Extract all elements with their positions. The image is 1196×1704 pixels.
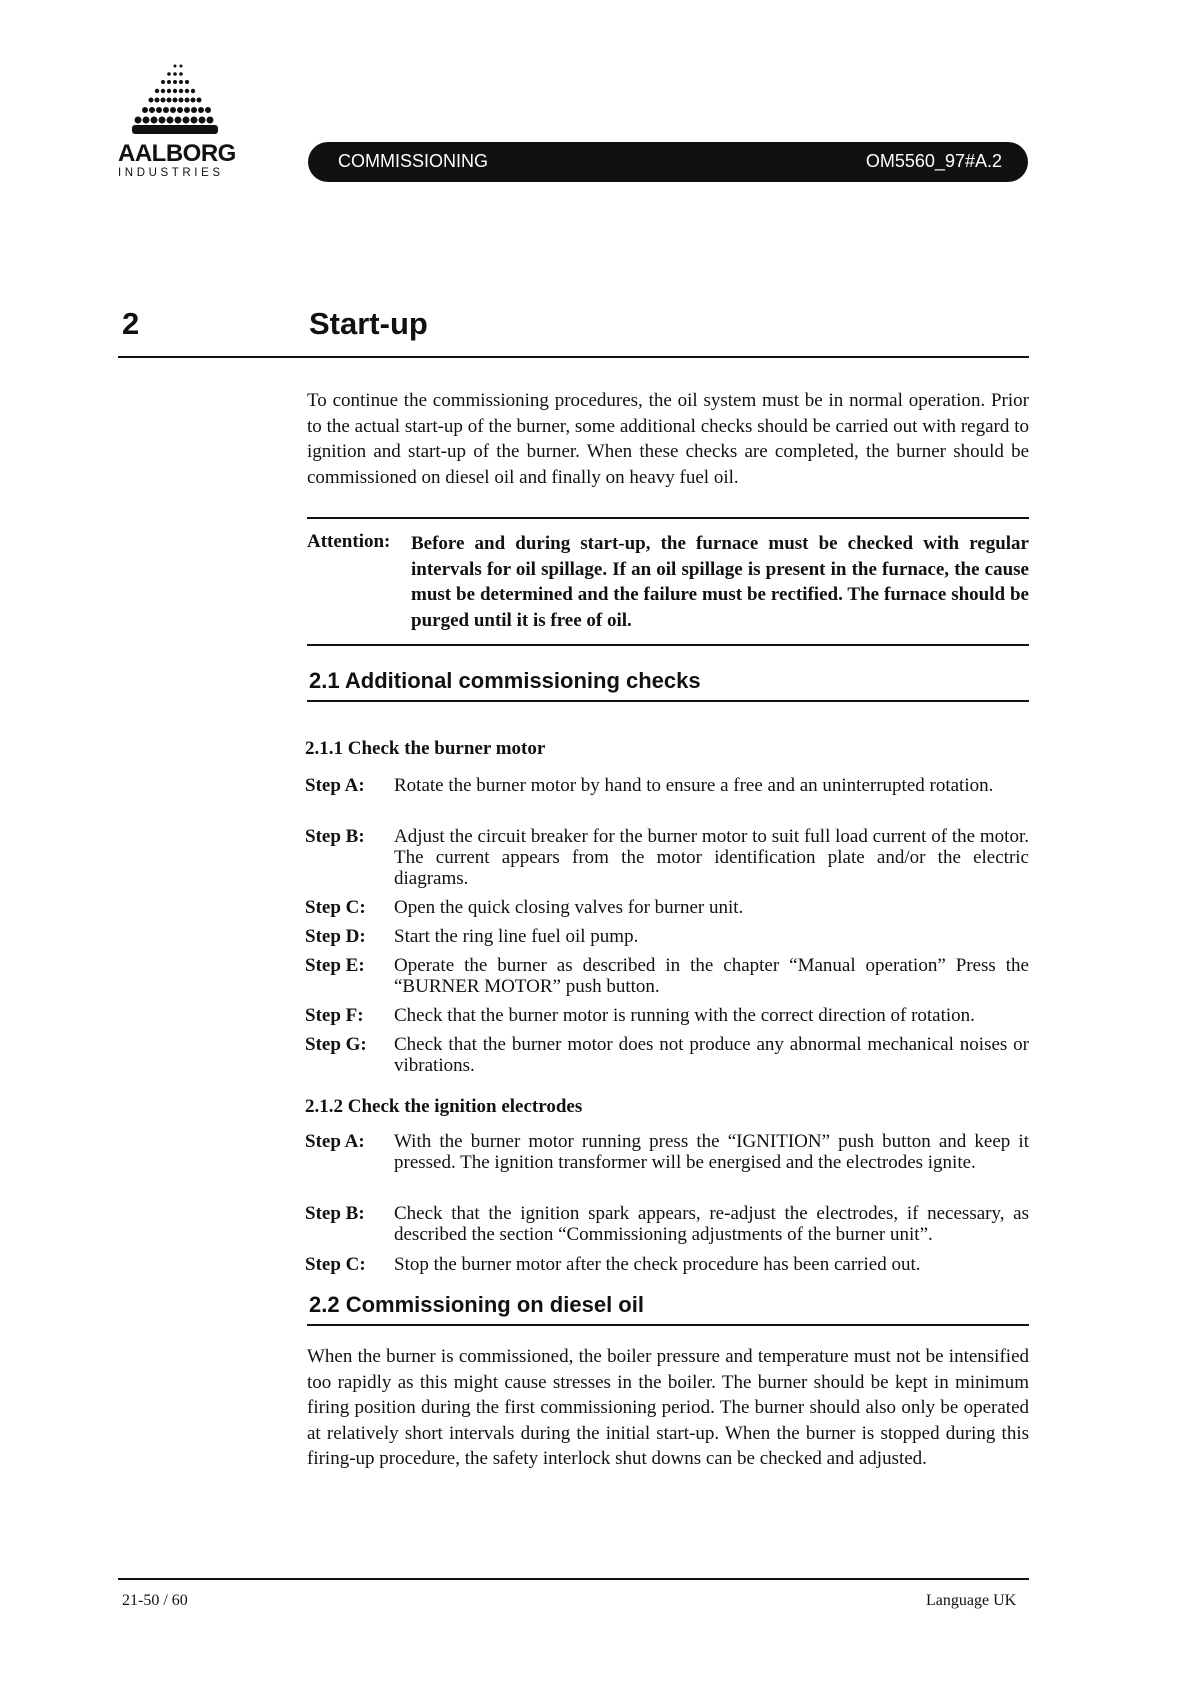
attention-text: Before and during start-up, the furnace must be checked with regular intervals for oil spillage. If an oil spillage is present in the furnace, the cause must be determined and the failure must be rectified. The furnace should be purged until it is free of oil. — [411, 533, 1029, 631]
step-text: Check that the burner motor does not produce any abnormal mechanical noises or vibrations. — [394, 1034, 1029, 1076]
step-item — [305, 897, 1029, 918]
step-label: Step E: — [305, 955, 365, 976]
step-text: Stop the burner motor after the check procedure has been carried out. — [394, 1254, 921, 1275]
step-text: Adjust the circuit breaker for the burner motor to suit full load current of the motor. The current appears from the motor identification plate and/or the electric diagrams. — [394, 826, 1029, 889]
step-item — [305, 1034, 1029, 1076]
step-text: Rotate the burner motor by hand to ensure a free and an uninterrupted rotation. — [394, 775, 994, 796]
step-item — [305, 1203, 1029, 1245]
step-label: Step C: — [305, 1254, 366, 1275]
step-label: Step D: — [305, 926, 366, 947]
step-item — [305, 826, 1029, 889]
step-item — [305, 926, 1029, 947]
logo-subtitle: INDUSTRIES — [118, 167, 224, 179]
step-text: Operate the burner as described in the chapter “Manual operation” Press the “BURNER MOTOR” push button. — [394, 955, 1029, 997]
chapter-rule — [118, 356, 1029, 358]
step-item — [305, 1131, 1029, 1173]
attention-top-rule — [307, 517, 1029, 519]
chapter-title: Start-up — [309, 306, 428, 341]
step-label: Step B: — [305, 1203, 365, 1224]
step-item — [305, 1254, 1029, 1275]
company-logo — [118, 62, 248, 180]
chapter-number: 2 — [122, 306, 140, 341]
section-2-2-title: 2.2 Commissioning on diesel oil — [309, 1292, 644, 1317]
step-text: Check that the burner motor is running with the correct direction of rotation. — [394, 1005, 975, 1026]
step-label: Step A: — [305, 775, 365, 796]
subsection-2-1-1-title: 2.1.1 Check the burner motor — [305, 738, 546, 759]
step-text: Check that the ignition spark appears, re-adjust the electrodes, if necessary, as described the section “Commissioning adjustments of the burner unit”. — [394, 1203, 1029, 1245]
page-number: 21-50 / 60 — [122, 1592, 188, 1609]
step-item — [305, 775, 1029, 796]
header-section: COMMISSIONING — [338, 151, 489, 171]
step-label: Step G: — [305, 1034, 367, 1055]
section-2-1-rule — [307, 700, 1029, 702]
logo-name: AALBORG — [118, 140, 236, 167]
attention-bottom-rule — [307, 644, 1029, 646]
step-label: Step B: — [305, 826, 365, 847]
attention-label: Attention: — [307, 531, 391, 552]
intro-paragraph: To continue the commissioning procedures, the oil system must be in normal operation. Prior to the actual start-up of the burner, some additional checks should be carried out with regard to ignition and start-up of the burner. When these checks are completed, the burner should be commissioned on diesel oil and finally on heavy fuel oil. — [307, 390, 1029, 488]
step-item — [305, 1005, 1029, 1026]
step-label: Step A: — [305, 1131, 365, 1152]
section-2-2-rule — [307, 1324, 1029, 1326]
step-label: Step C: — [305, 897, 366, 918]
section-2-2-paragraph: When the burner is commissioned, the boiler pressure and temperature must not be intensified too rapidly as this might cause stresses in the boiler. The burner should be kept in minimum firing position during the first commissioning period. The burner should also only be operated at relatively short intervals during the initial start-up. When the burner is stopped during this firing-up procedure, the safety interlock shut downs can be checked and adjusted. — [307, 1346, 1029, 1469]
section-2-1-title: 2.1 Additional commissioning checks — [309, 668, 701, 693]
step-item — [305, 955, 1029, 997]
footer-rule — [118, 1578, 1029, 1580]
step-label: Step F: — [305, 1005, 364, 1026]
header-bar — [308, 142, 1028, 182]
logo-dots-icon — [120, 62, 230, 140]
step-text: With the burner motor running press the “IGNITION” push button and keep it pressed. The ignition transformer will be energised and the electrodes ignite. — [394, 1131, 1029, 1173]
step-text: Start the ring line fuel oil pump. — [394, 926, 639, 947]
step-text: Open the quick closing valves for burner unit. — [394, 897, 744, 918]
subsection-2-1-2-title: 2.1.2 Check the ignition electrodes — [305, 1096, 583, 1117]
language-label: Language UK — [926, 1592, 1017, 1609]
header-doc-code: OM5560_97#A.2 — [865, 151, 1002, 171]
